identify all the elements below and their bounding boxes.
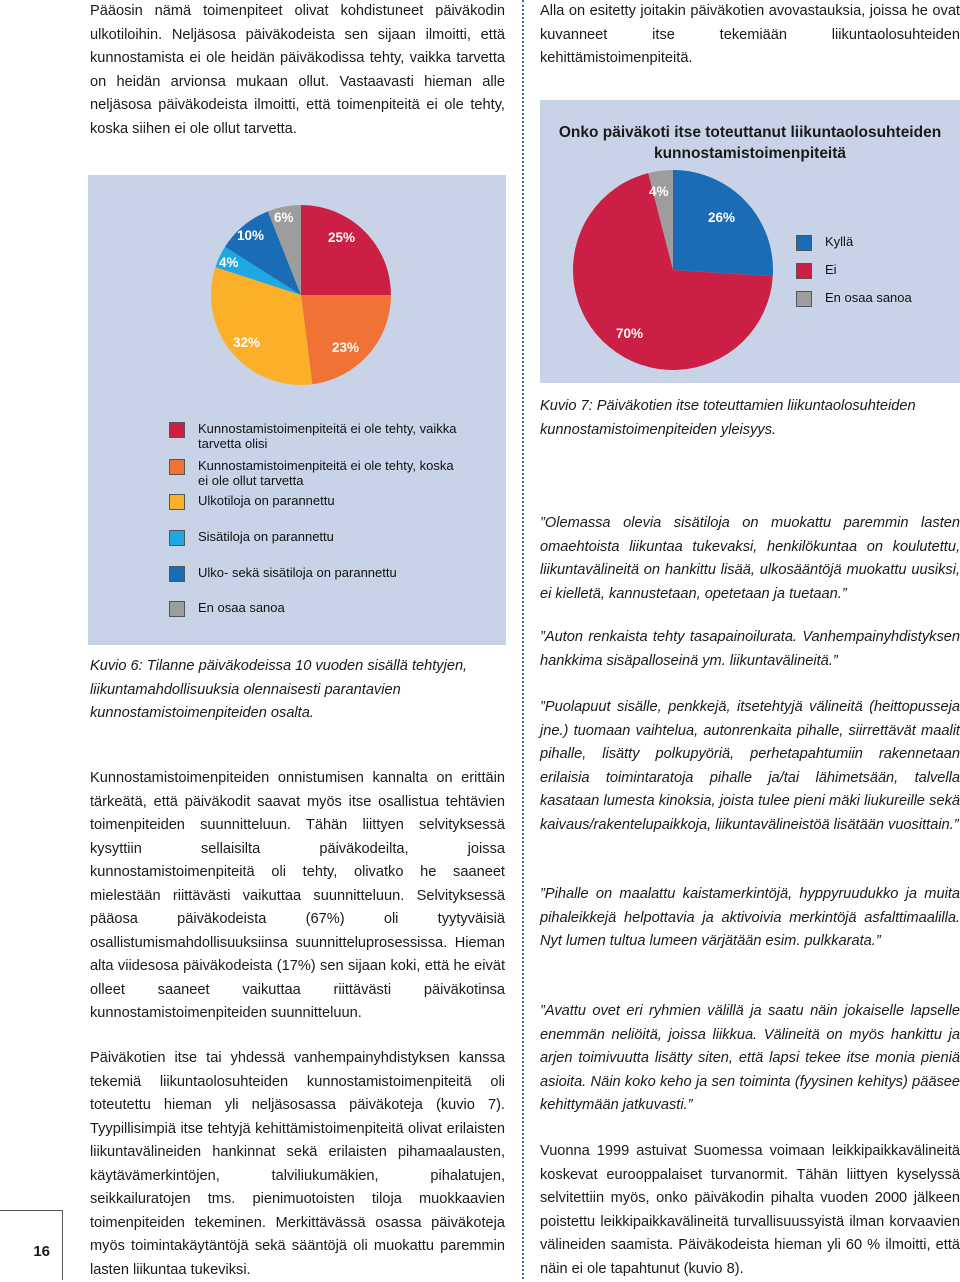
figure7-chart-panel (540, 100, 960, 383)
figure7-legend-swatch (796, 263, 812, 279)
figure6-legend-item (169, 458, 458, 488)
left-paragraph-2: Kunnostamistoimenpiteiden onnistumisen kannalta on erittäin tärkeätä, että päiväkodit saavat myös itse osallistua tehtävien toimenpiteiden suunnitteluun. Tähän liittyen selvityksessä kysyttiin sellaisilta päiväkodeilta, joissa kunnostamistoimenpiteitä oli tehty, olivatko he saaneet mielestään riittävästi vaikuttaa suunnitteluun. Selvityksessä pääosa päiväkodeista (67%) oli tyytyväisiä osallistumismahdollisuuksiinsa suunnitteluprosessissa. Hieman alta viidesosa päiväkodeista (17%) sen sijaan koki, että he eivät olleet saaneet vaikuttaa riittävästi päiväkotinsa kunnostamistoimenpiteiden suunnitteluun. (90, 770, 505, 1021)
figure7-pct-label-1: 70% (616, 326, 644, 341)
figure6-pie-chart (88, 175, 506, 395)
figure6-legend-label: Ulkotiloja on parannettu (198, 493, 335, 508)
figure6-legend-swatch (169, 601, 185, 617)
figure6-legend-swatch (169, 566, 185, 582)
figure7-pct-label-2: 4% (649, 184, 669, 199)
quote-4: ”Pihalle on maalattu kaistamerkintöjä, hyppyruudukko ja muita pihaleikkejä helpottavia ja aktivoivia merkintöjä asfalttimaalilla. Nyt lumen tultua lumeen värjätään esim. pulkkarata.” (540, 886, 960, 949)
page-number-box (0, 1210, 63, 1280)
quote-2: ”Auton renkaista tehty tasapainoilurata. Vanhempainyhdistyksen hankkima sisäpalloseinä ym. liikuntavälineitä.” (540, 629, 960, 669)
figure6-legend-label: En osaa sanoa (198, 600, 285, 615)
figure6-pct-label-0: 25% (328, 230, 356, 245)
figure6-legend-label: Ulko- sekä sisätiloja on parannettu (198, 565, 397, 580)
figure7-legend-swatch (796, 235, 812, 251)
figure6-chart-panel (88, 175, 506, 645)
quote-1: ”Olemassa olevia sisätiloja on muokattu paremmin lasten omaehtoista liikuntaa tukevaksi, henkilökuntaa on koulutettu, liikuntavälineitä on hankittu lisää, ulkosääntöjä muokattu uusiksi, ei kielletä, kannustetaan, opetetaan ja tuetaan.” (540, 515, 960, 602)
figure6-caption: Kuvio 6: Tilanne päiväkodeissa 10 vuoden sisällä tehtyjen, liikuntamahdollisuuksia olennaisesti parantavien kunnostamistoimenpiteiden osalta. (90, 658, 468, 721)
figure7-caption: Kuvio 7: Päiväkotien itse toteuttamien liikuntaolosuhteiden kunnostamistoimenpiteiden yleisyys. (540, 398, 916, 438)
figure6-pct-label-2: 32% (233, 335, 261, 350)
figure6-legend-label: Kunnostamistoimenpiteitä ei ole tehty, vaikka tarvetta olisi (198, 421, 457, 451)
figure6-pct-label-1: 23% (332, 340, 360, 355)
figure7-pct-label-0: 26% (708, 210, 736, 225)
figure6-legend-swatch (169, 459, 185, 475)
figure6-legend-item (169, 600, 458, 617)
figure7-legend-item (796, 290, 912, 307)
figure6-legend-swatch (169, 422, 185, 438)
quote-5: ”Avattu ovet eri ryhmien välillä ja saatu näin jokaiselle lapselle enemmän neliöitä, joissa liikkua. Välineitä on myös hankittu ja arjen toimivuutta lisätty siten, että lapsi tekee itse monia pieniä asioita. Näin koko keho ja sen toiminta (fyysinen kehitys) pääsee kehittymään jatkuvasti.” (540, 1003, 960, 1113)
quote-3: ”Puolapuut sisälle, penkkejä, itsetehtyjä välineitä (heittopusseja jne.) tuomaan vaihtelua, autonrenkaita pihalle, siirrettävät maalit pihalle, lisätty polkupyöriä, perhetapahtumiin rakennetaan erilaisia toimintaratoja pihalle ja/tai lähimetsään, talvella kasataan lumesta kinoksia, joista tulee pieni mäki liukureille sekä kaivaus/rakentelupaikkoja, liikuntavälineistöä lisätään vuosittain.” (540, 699, 960, 833)
figure6-legend-swatch (169, 494, 185, 510)
figure6-slice-0 (301, 205, 391, 295)
figure7-legend-label: Kyllä (825, 234, 854, 249)
figure6-pct-label-5: 6% (274, 210, 294, 225)
figure6-legend-item (169, 493, 458, 510)
column-divider (522, 0, 524, 1279)
right-intro-paragraph: Alla on esitetty joitakin päiväkotien avovastauksia, joissa he ovat kuvanneet itse tekemiään liikuntaolosuhteiden kehittämistoimenpiteitä. (540, 3, 960, 66)
right-closing-paragraph: Vuonna 1999 astuivat Suomessa voimaan leikkipaikkavälineitä koskevat eurooppalaiset turvanormit. Tähän liittyen kyselyssä selvitettiin myös, onko päiväkodin pihalta vuoden 2000 jälkeen poistettu leikkipaikkavälineitä turvallisuussyistä ilman korvaavien välineiden saamista. Päiväkodeista hieman yli 60 % ilmoitti, että näin ei ole tapahtunut (kuvio 8). (540, 1143, 960, 1277)
figure7-legend-label: En osaa sanoa (825, 290, 912, 305)
figure7-pie-chart (540, 100, 960, 383)
page-number: 16 (33, 1243, 50, 1260)
figure6-legend-label: Sisätiloja on parannettu (198, 529, 334, 544)
figure7-legend-swatch (796, 291, 812, 307)
figure6-legend-item (169, 421, 458, 451)
figure6-legend-item (169, 565, 458, 582)
figure6-legend-item (169, 529, 458, 546)
figure7-legend-label: Ei (825, 262, 837, 277)
figure6-legend-swatch (169, 530, 185, 546)
figure6-legend-label: Kunnostamistoimenpiteitä ei ole tehty, koska ei ole ollut tarvetta (198, 458, 454, 488)
figure7-legend-item (796, 234, 853, 251)
figure6-pct-label-4: 10% (237, 228, 265, 243)
figure7-title: Onko päiväkoti itse toteuttanut liikuntaolosuhteiden kunnostamistoimenpiteitä (558, 124, 942, 162)
figure6-pct-label-3: 4% (219, 255, 239, 270)
left-intro-paragraph: Pääosin nämä toimenpiteet olivat kohdistuneet päiväkodin ulkotiloihin. Neljäsosa päiväkodeista sen sijaan ilmoitti, että kunnostamista ei ole heidän päiväkodissa tehty, vaikka tarvetta on heidän arvionsa mukaan ollut. Vastaavasti hieman alle neljäsosa päiväkodeista ilmoitti, että toimenpiteitä ei ole tehty, koska siihen ei ole ollut tarvetta. (90, 3, 505, 137)
figure7-legend-item (796, 262, 837, 279)
left-paragraph-3: Päiväkotien itse tai yhdessä vanhempainyhdistyksen kanssa tekemiä liikuntaolosuhteiden kunnostamistoimenpiteitä oli toteutettu hieman yli neljäsosassa päiväkoteja (kuvio 7). Tyypillisimpiä itse tehtyjä kehittämistoimenpiteitä olivat erilaisten liikuntavälineiden hankinnat sekä erilaisten pihamaalausten, käytävämerkintöjen, talviliukumäkien, pihalatujen, seikkailuratojen tms. pienimuotoisten tiloja muokkaavien toimenpiteiden tekeminen. Merkittävässä osassa päiväkoteja myös toimintakäytäntöjä sekä sääntöjä oli muokattu paremmin lasten liikuntaa tukeviksi. (90, 1050, 505, 1278)
